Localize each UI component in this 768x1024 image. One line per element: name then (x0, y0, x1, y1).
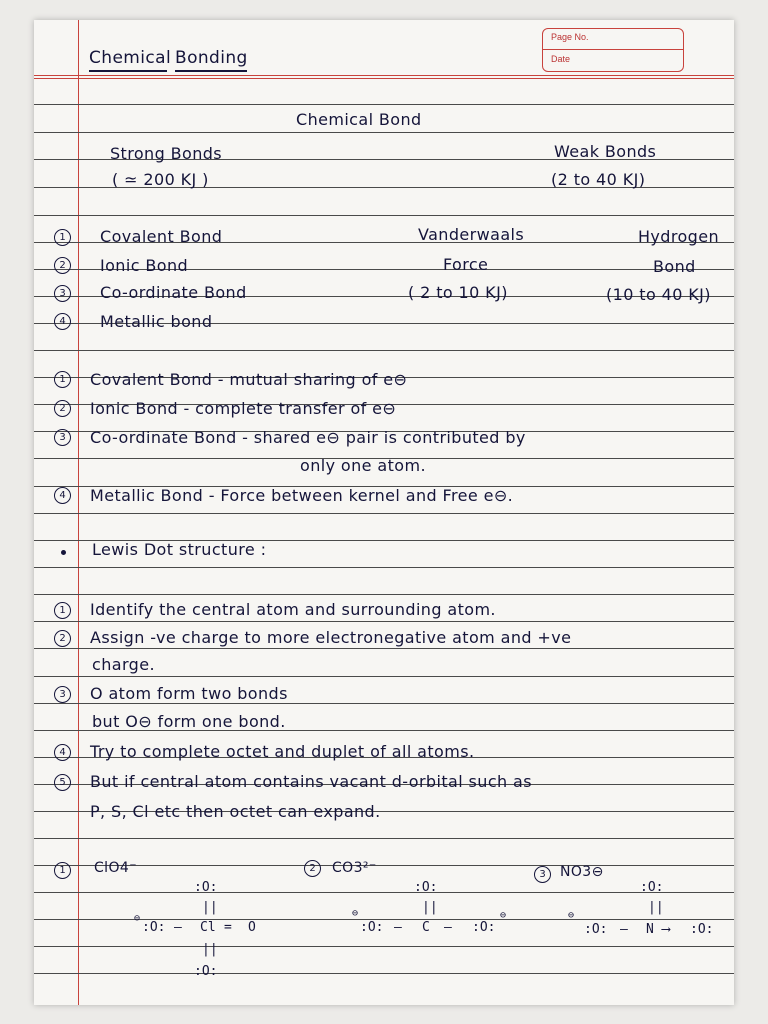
title-underline-2 (175, 70, 247, 72)
strong-bonds-label: Strong Bonds (110, 144, 223, 163)
chemical-bond-heading: Chemical Bond (296, 110, 422, 129)
clo4-left-oxygen: :O: (142, 920, 166, 935)
lewis-rule-4: Try to complete octet and duplet of all atoms. (90, 742, 475, 761)
rule-line (34, 973, 734, 974)
clo4-bottom-double-bond: || (202, 942, 218, 957)
date-label: Date (551, 54, 571, 64)
rule-line (34, 892, 734, 893)
vanderwaals-label: Vanderwaals (418, 225, 525, 244)
page-no-label: Page No. (551, 32, 589, 42)
page-title-word2: Bonding (175, 48, 248, 68)
page-number-box (542, 28, 684, 72)
list-number: 2 (54, 630, 71, 647)
co3-top-oxygen: :O: (414, 880, 438, 895)
example-co3-label: CO3²⁻ (332, 860, 377, 876)
list-number: 4 (54, 744, 71, 761)
lewis-rule-3-cont: but O⊖ form one bond. (92, 712, 286, 731)
bond-type-ionic: Ionic Bond (100, 256, 189, 275)
strong-bonds-energy: ( ≃ 200 KJ ) (112, 170, 209, 189)
weak-bonds-label: Weak Bonds (554, 142, 657, 161)
page-box-divider (543, 49, 683, 50)
co3-left-oxygen: :O: (360, 920, 384, 935)
bond-type-covalent: Covalent Bond (100, 227, 223, 246)
co3-carbon: C (422, 920, 430, 935)
list-number: 2 (54, 257, 71, 274)
co3-minus-charge-right: ⊖ (500, 910, 507, 921)
definition-covalent: Covalent Bond - mutual sharing of e⊖ (90, 370, 408, 389)
lewis-rule-2: Assign -ve charge to more electronegative atom and +ve (90, 628, 572, 647)
hydrogen-label: Hydrogen (638, 227, 720, 246)
rule-line (34, 838, 734, 839)
rule-line (34, 567, 734, 568)
lewis-rule-2-cont: charge. (92, 655, 155, 674)
clo4-right-oxygen: O (248, 920, 256, 935)
no3-top-oxygen: :O: (640, 880, 664, 895)
list-number: 4 (54, 313, 71, 330)
no3-right-oxygen: :O: (690, 922, 714, 937)
no3-left-oxygen: :O: (584, 922, 608, 937)
list-number: 3 (54, 429, 71, 446)
lewis-rule-5: But if central atom contains vacant d-orbital such as (90, 772, 532, 791)
notebook-page (34, 20, 734, 1005)
title-underline-1 (89, 70, 167, 72)
rule-line (34, 132, 734, 133)
clo4-top-oxygen: :O: (194, 880, 218, 895)
vanderwaals-energy: ( 2 to 10 KJ) (408, 283, 508, 302)
lewis-rule-3: O atom form two bonds (90, 684, 288, 703)
hydrogen-bond-label: Bond (653, 257, 696, 276)
lewis-rule-1: Identify the central atom and surrounding atom. (90, 600, 496, 619)
lewis-rule-5-cont: P, S, Cl etc then octet can expand. (90, 802, 381, 821)
rule-line (34, 946, 734, 947)
clo4-single-bond: — (174, 920, 182, 935)
rule-line (34, 215, 734, 216)
co3-single-bond-left: — (394, 920, 402, 935)
no3-top-double-bond: || (648, 900, 664, 915)
rule-line (34, 350, 734, 351)
top-margin-line (34, 75, 734, 76)
hydrogen-bond-energy: (10 to 40 KJ) (606, 285, 711, 304)
clo4-double-bond: = (224, 920, 232, 935)
definition-ionic: Ionic Bond - complete transfer of e⊖ (90, 399, 397, 418)
co3-top-double-bond: || (422, 900, 438, 915)
list-number: 1 (54, 602, 71, 619)
list-number: 5 (54, 774, 71, 791)
list-number: 4 (54, 487, 71, 504)
list-number: 1 (54, 229, 71, 246)
rule-line (34, 703, 734, 704)
list-number: 1 (54, 371, 71, 388)
co3-right-oxygen: :O: (472, 920, 496, 935)
co3-minus-charge-left: ⊖ (352, 908, 359, 919)
list-number: 3 (534, 866, 551, 883)
bond-type-coordinate: Co-ordinate Bond (100, 283, 247, 302)
list-number: 2 (304, 860, 321, 877)
co3-single-bond-right: — (444, 920, 452, 935)
definition-metallic: Metallic Bond - Force between kernel and Free e⊖. (90, 486, 514, 505)
rule-line (34, 865, 734, 866)
clo4-chlorine: Cl (200, 920, 216, 935)
clo4-minus-charge: ⊖ (134, 913, 141, 924)
clo4-top-double-bond: || (202, 900, 218, 915)
bullet-icon (61, 550, 66, 555)
rule-line (34, 104, 734, 105)
list-number: 3 (54, 285, 71, 302)
page-title-word1: Chemical (89, 48, 172, 68)
rule-line (34, 594, 734, 595)
clo4-bottom-oxygen: :O: (194, 964, 218, 979)
lewis-heading: Lewis Dot structure : (92, 540, 267, 559)
rule-line (34, 648, 734, 649)
bond-type-metallic: Metallic bond (100, 312, 213, 331)
rule-line (34, 513, 734, 514)
rule-line (34, 676, 734, 677)
list-number: 2 (54, 400, 71, 417)
no3-nitrogen: N (646, 922, 654, 937)
weak-bonds-energy: (2 to 40 KJ) (551, 170, 646, 189)
example-clo4-label: ClO4⁻ (94, 860, 137, 876)
top-margin-line-2 (34, 78, 734, 79)
list-number: 3 (54, 686, 71, 703)
rule-line (34, 621, 734, 622)
definition-coordinate-cont: only one atom. (300, 456, 426, 475)
vanderwaals-force-label: Force (443, 255, 489, 274)
no3-coordinate-arrow: ⟶ (662, 922, 670, 937)
definition-coordinate: Co-ordinate Bond - shared e⊖ pair is contributed by (90, 428, 526, 447)
list-number: 1 (54, 862, 71, 879)
no3-single-bond: — (620, 922, 628, 937)
example-no3-label: NO3⊖ (560, 864, 604, 880)
no3-minus-charge: ⊖ (568, 910, 575, 921)
